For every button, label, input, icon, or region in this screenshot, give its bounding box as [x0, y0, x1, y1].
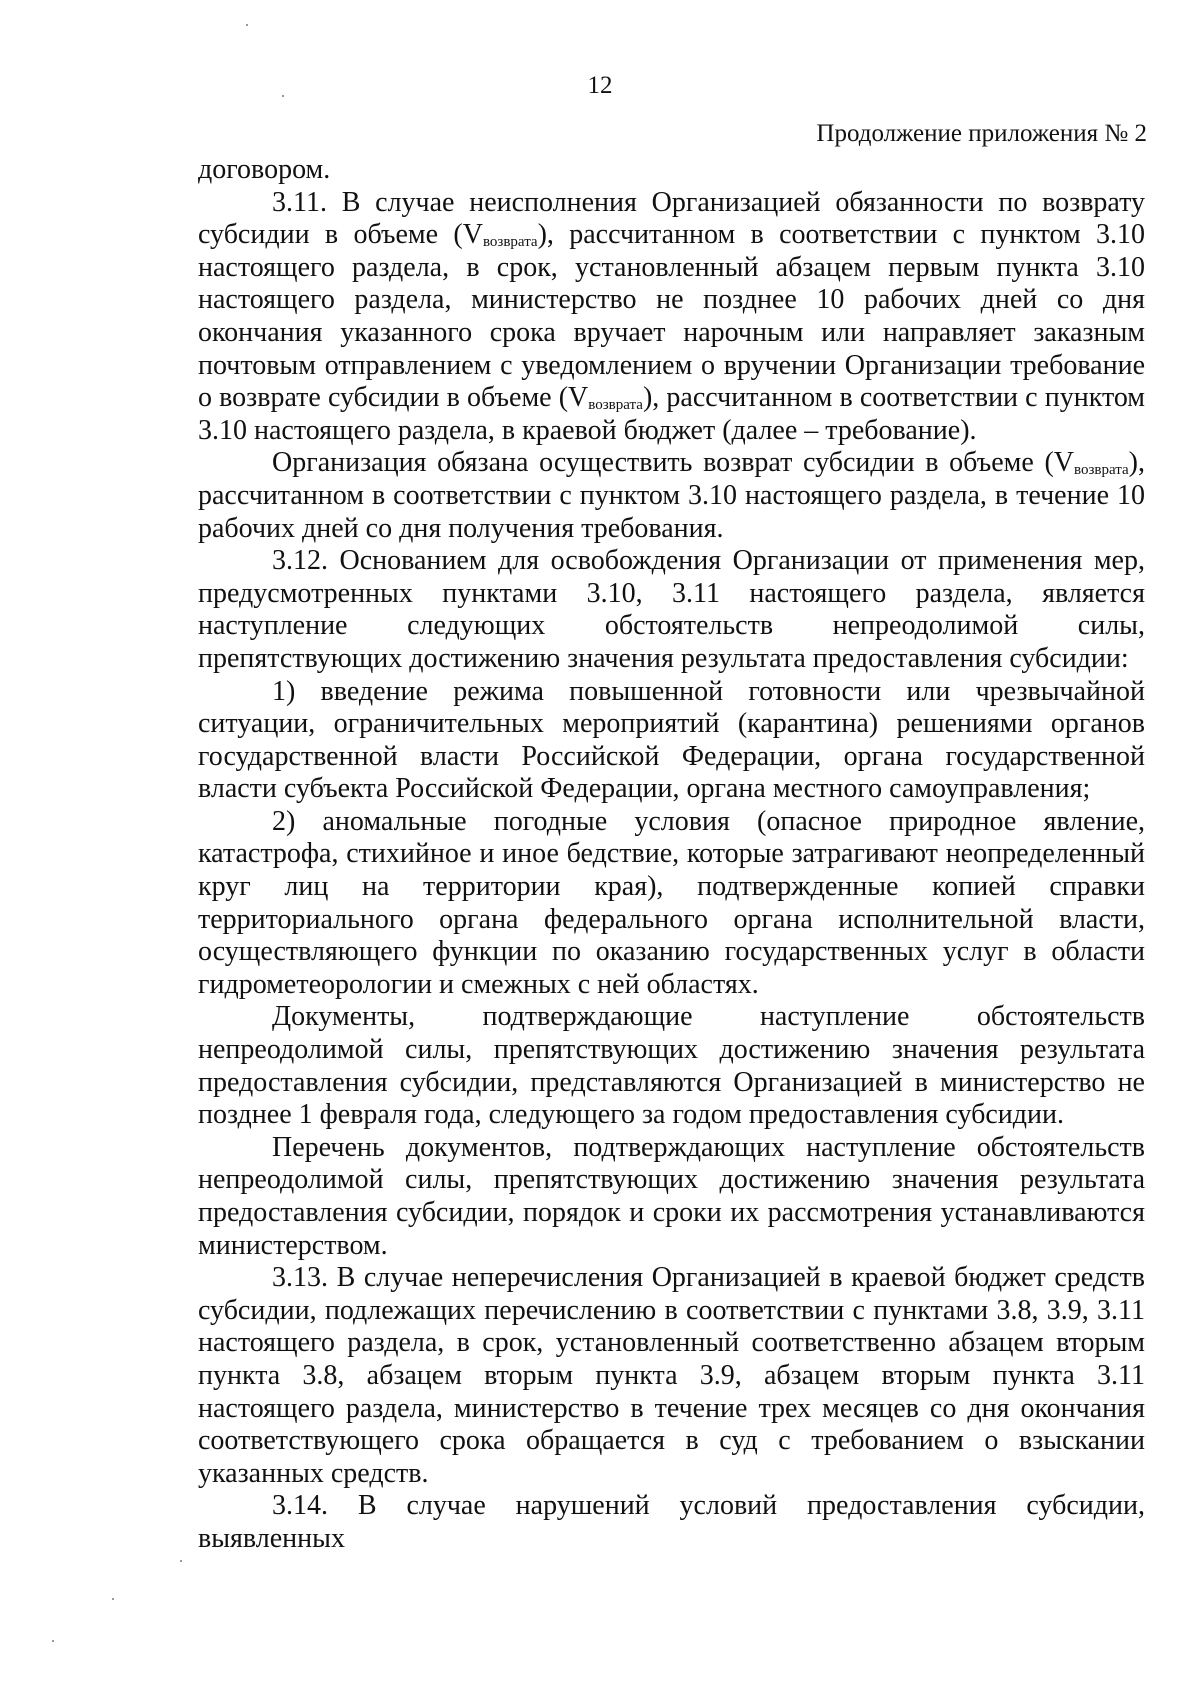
scan-speck — [180, 1560, 182, 1562]
scan-speck — [282, 95, 284, 97]
scan-speck — [246, 24, 248, 26]
subscript-vozvrata: возврата — [482, 234, 538, 251]
page-header: Продолжение приложения № 2 — [816, 120, 1147, 147]
paragraph-3-14: 3.14. В случае нарушений условий предоставления субсидии, выявленных — [198, 1490, 1145, 1554]
document-body — [198, 154, 1145, 1556]
page-number: 12 — [587, 72, 613, 99]
paragraph-continuation: договором. — [198, 154, 331, 185]
scan-speck — [52, 1640, 54, 1642]
paragraph-return-obligation: Организация обязана осуществить возврат субсидии в объеме $(V_{возврата})$, рассчитанном в соответствии с пунктом 3.10 настоящего раздела, в течение 10 рабочих дней со дня получения требования. — [198, 447, 1145, 544]
paragraph-documents: Документы, подтверждающие наступление обстоятельств непреодолимой силы, препятствующих достижению значения результата предоставления субсидии, представляются Организацией в министерство не позднее 1 февраля года, следующего за годом предоставления субсидии. — [198, 1001, 1145, 1131]
paragraph-documents-list: Перечень документов, подтверждающих наступление обстоятельств непреодолимой силы, препятствующих достижению значения результата предоставления субсидии, порядок и сроки их рассмотрения устанавливаются министерством. — [198, 1131, 1145, 1261]
list-item-2: 2) аномальные погодные условия (опасное природное явление, катастрофа, стихийное и иное бедствие, которые затрагивают неопределенный круг лиц на территории края), подтвержденные копией справки территориального органа федерального органа исполнительной власти, осуществляющего функции по оказанию государственных услуг в области гидрометеорологии и смежных с ней областях. — [198, 805, 1145, 1000]
scan-speck — [112, 1598, 114, 1600]
paragraph-3-13: 3.13. В случае неперечисления Организацией в краевой бюджет средств субсидии, подлежащих перечислению в соответствии с пунктами 3.8, 3.9, 3.11 настоящего раздела, в срок, установленный соответственно абзацем вторым пункта 3.8, абзацем вторым пункта 3.9, абзацем вторым пункта 3.11 настоящего раздела, министерство в течение трех месяцев со дня окончания соответствующего срока обращается в суд с требованием о взыскании указанных средств. — [198, 1262, 1145, 1489]
paragraph-3-12: 3.12. Основанием для освобождения Организации от применения мер, предусмотренных пунктами 3.10, 3.11 настоящего раздела, является наступление следующих обстоятельств непреодолимой силы, препятствующих достижению значения результата предоставления субсидии: — [198, 545, 1145, 674]
subscript-vozvrata: возврата — [588, 397, 643, 414]
list-item-1: 1) введение режима повышенной готовности или чрезвычайной ситуации, ограничительных мероприятий (карантина) решениями органов государственной власти Российской Федерации, органа государственной власти субъекта Российской Федерации, органа местного самоуправления; — [198, 675, 1145, 805]
paragraph-3-11: 3.11. В случае неисполнения Организацией обязанности по возврату субсидии в объеме $(V_{возврата})$, рассчитанном в соответствии с пунктом 3.10 настоящего раздела, в срок, установленный абзацем первым пункта 3.10 настоящего раздела, министерство не позднее 10 рабочих дней со дня окончания указанного срока вручает нарочным или направляет заказным почтовым отправлением с уведомлением о вручении Организации требование о возврате субсидии в объеме $(V_{возврата})$, рассчитанном в соответствии с пунктом 3.10 настоящего раздела, в краевой бюджет (далее – требование). — [198, 186, 1145, 446]
subscript-vozvrata: возврата — [1074, 462, 1129, 479]
